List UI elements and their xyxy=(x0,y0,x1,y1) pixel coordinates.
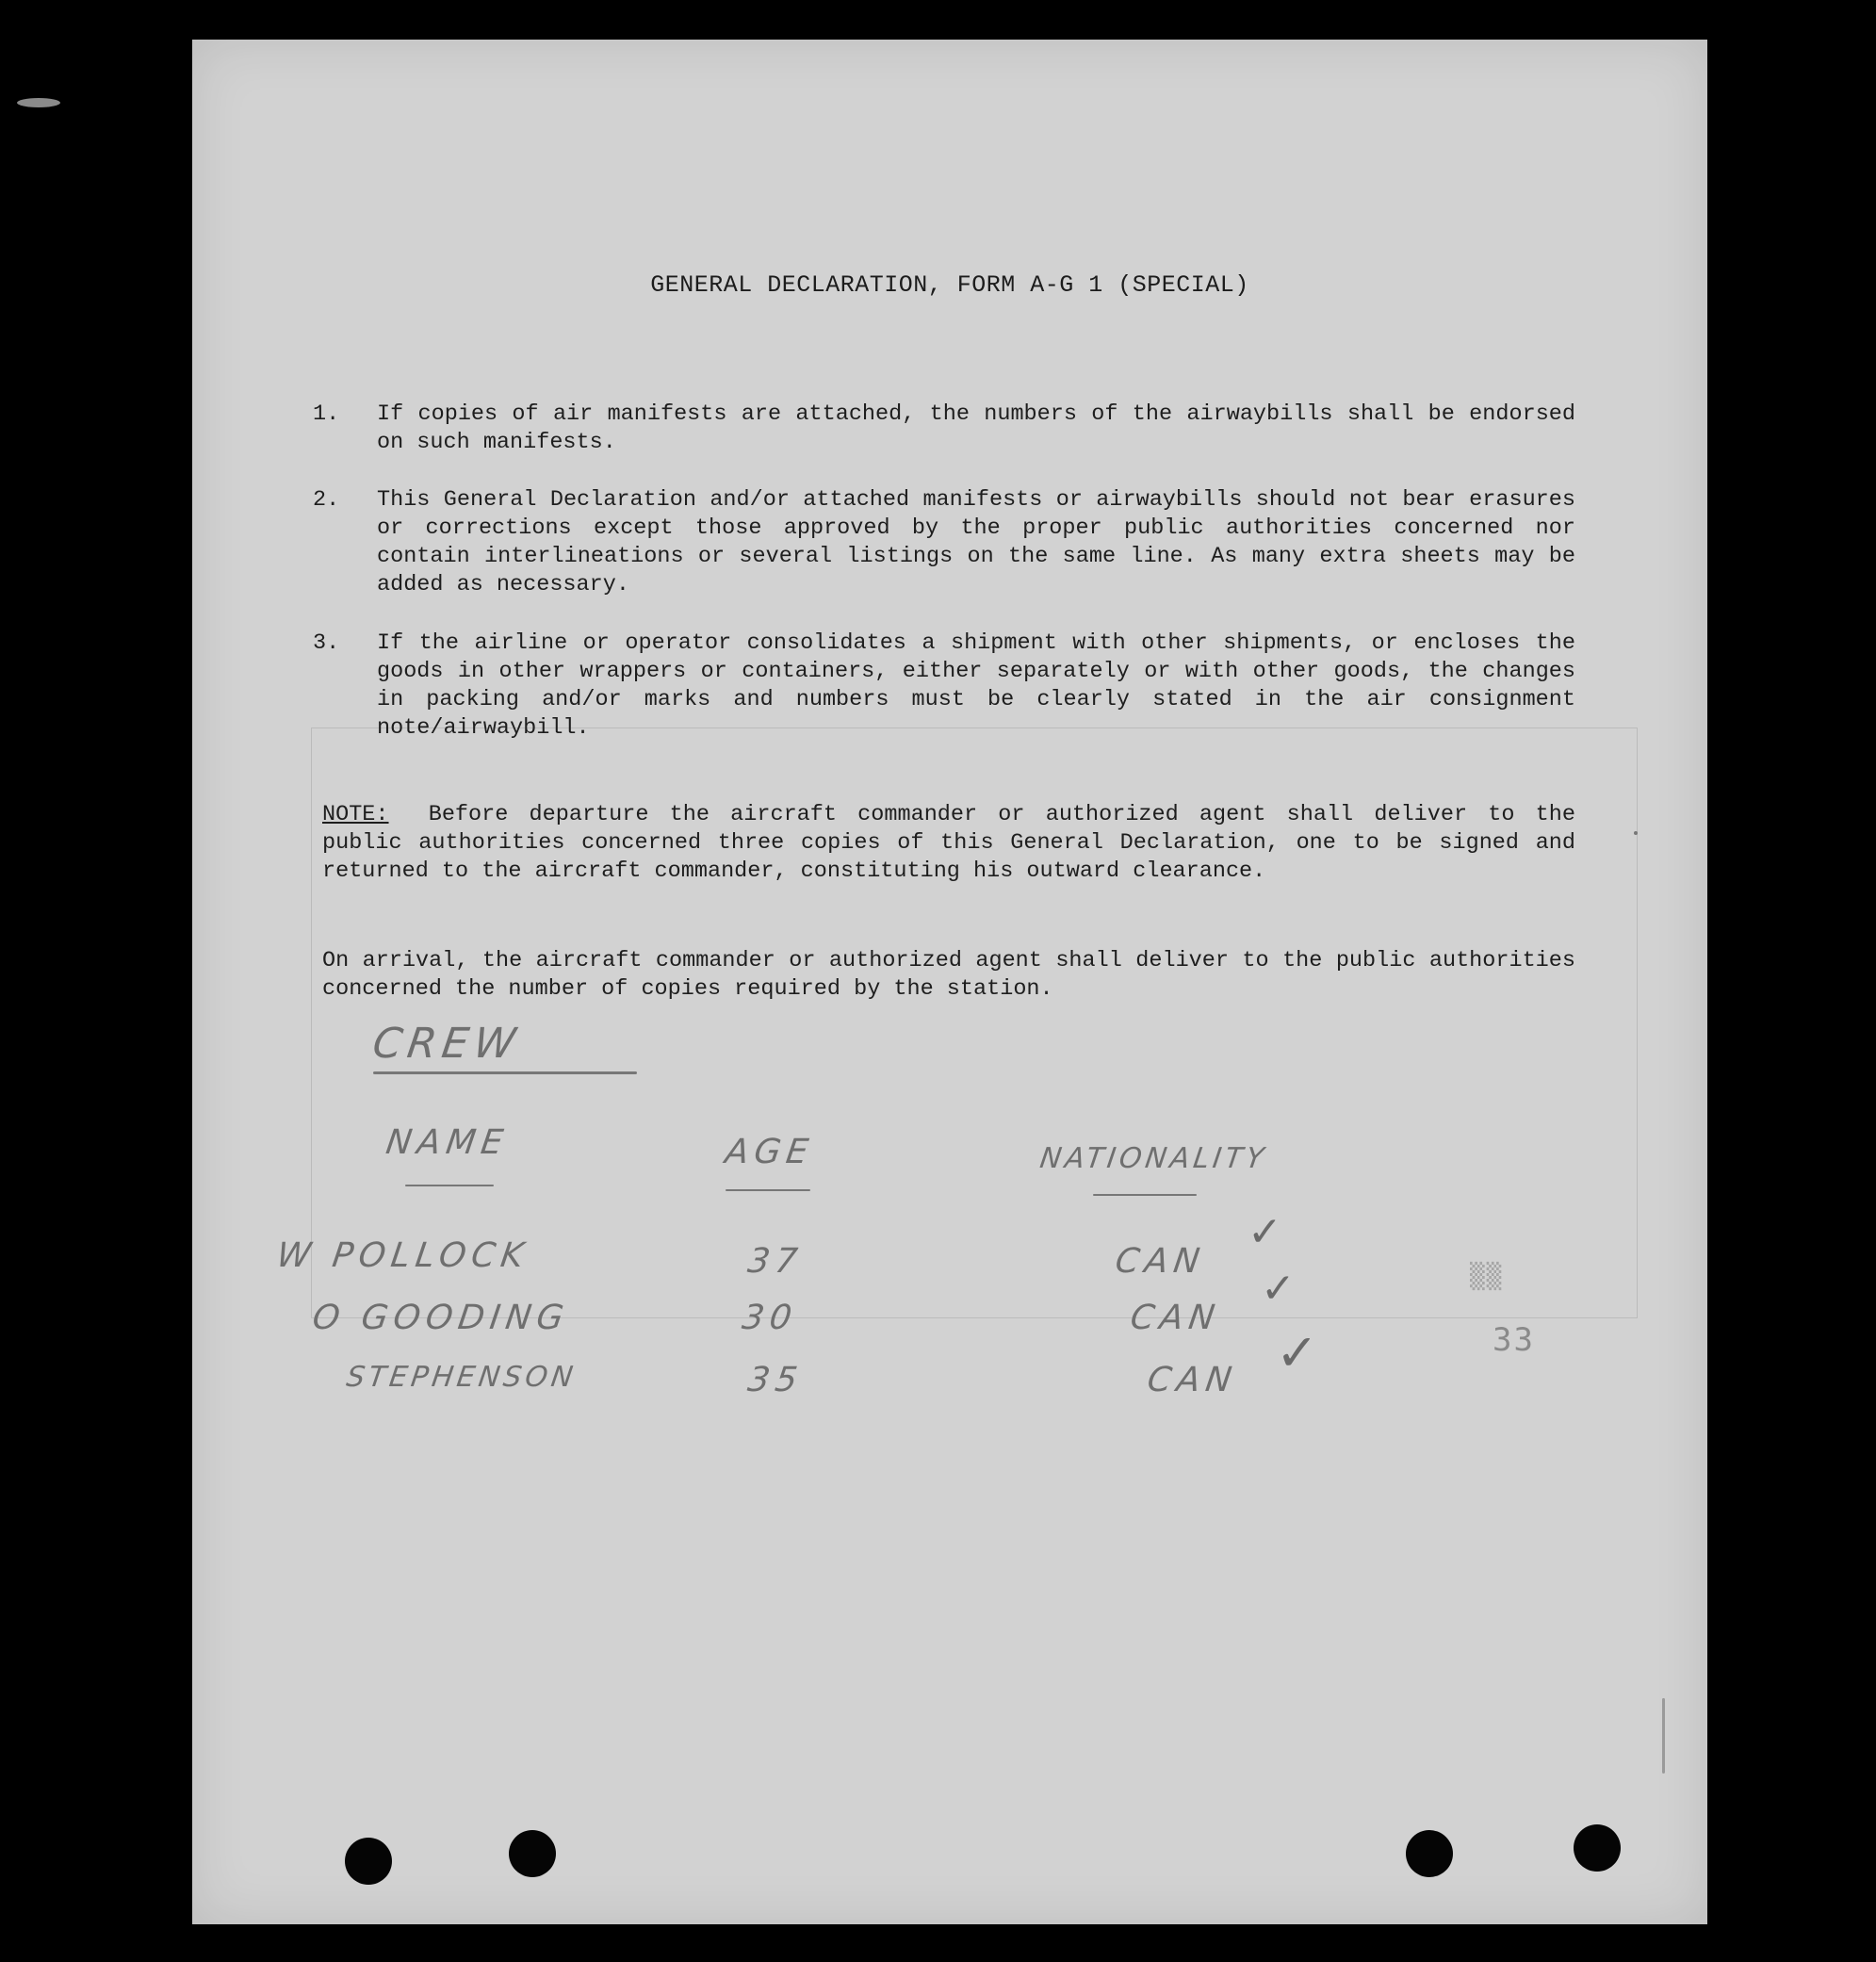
paper-edge-mark xyxy=(1662,1698,1665,1774)
paper-speck xyxy=(1634,831,1638,835)
check-mark-icon: ✓ xyxy=(1248,1208,1282,1256)
instruction-text: If the airline or operator consolidates a shipment with other shipments, or encloses the goods in other wrappers or containers, either separately or with other goods, the changes in packing and/or marks and numbers must be clearly stated in the air consignment note/airwaybill. xyxy=(377,630,1575,741)
crew-row-1-age: 37 xyxy=(745,1242,806,1281)
crew-row-2-name: O GOODING xyxy=(310,1299,572,1337)
column-name-header: NAME xyxy=(383,1123,512,1162)
punch-hole-icon xyxy=(1406,1830,1453,1877)
note-paragraph xyxy=(322,801,1575,886)
column-age-header: AGE xyxy=(723,1133,817,1171)
crew-row-3-name: STEPHENSON xyxy=(344,1361,579,1394)
instruction-text: This General Declaration and/or attached manifests or airwaybills should not bear erasures or corrections except those approved by the proper public authorities concerned nor contain interlineations or several listings on the same line. As many extra sheets may be added as necessary. xyxy=(377,487,1575,597)
nationality-header-underline xyxy=(1093,1194,1197,1196)
crew-row-2-age: 30 xyxy=(740,1299,800,1337)
instruction-item-3 xyxy=(313,629,1575,743)
instruction-item-1 xyxy=(313,401,1575,457)
instruction-number: 3. xyxy=(313,630,340,656)
instruction-item-2 xyxy=(313,486,1575,599)
stamp-smudge: ▒▒ xyxy=(1470,1263,1504,1291)
document-page xyxy=(192,40,1707,1924)
instruction-number: 1. xyxy=(313,401,340,427)
note-label: NOTE: xyxy=(322,802,389,827)
name-header-underline xyxy=(405,1185,494,1186)
instruction-number: 2. xyxy=(313,487,340,513)
stamp-number: 33 xyxy=(1493,1321,1535,1359)
crew-row-1-name: W POLLOCK xyxy=(274,1236,532,1275)
note-text: Before departure the aircraft commander or authorized agent shall deliver to the public authorities concerned three copies of this General Declaration, one to be signed and returned to the aircraft commander, constituting his outward clearance. xyxy=(322,802,1575,884)
crew-heading-underline xyxy=(373,1071,637,1074)
crew-row-3-nationality: CAN xyxy=(1145,1361,1240,1399)
instruction-text: If copies of air manifests are attached, the numbers of the airwaybills shall be endorsed on such manifests. xyxy=(377,401,1575,455)
document-title: GENERAL DECLARATION, FORM A-G 1 (SPECIAL) xyxy=(650,271,1249,299)
punch-hole-icon xyxy=(345,1838,392,1885)
arrival-paragraph: On arrival, the aircraft commander or authorized agent shall deliver to the public authorities concerned the number of copies required by the station. xyxy=(322,948,1575,1002)
crew-heading: CREW xyxy=(369,1020,525,1068)
crew-row-1-nationality: CAN xyxy=(1113,1242,1208,1281)
column-nationality-header: NATIONALITY xyxy=(1037,1142,1270,1175)
check-mark-icon: ✓ xyxy=(1261,1265,1296,1313)
age-header-underline xyxy=(726,1189,810,1191)
scan-artifact xyxy=(17,98,60,107)
crew-row-2-nationality: CAN xyxy=(1128,1299,1223,1337)
check-mark-icon: ✓ xyxy=(1276,1323,1319,1382)
punch-hole-icon xyxy=(1574,1824,1621,1872)
punch-hole-icon xyxy=(509,1830,556,1877)
crew-row-3-age: 35 xyxy=(745,1361,806,1399)
